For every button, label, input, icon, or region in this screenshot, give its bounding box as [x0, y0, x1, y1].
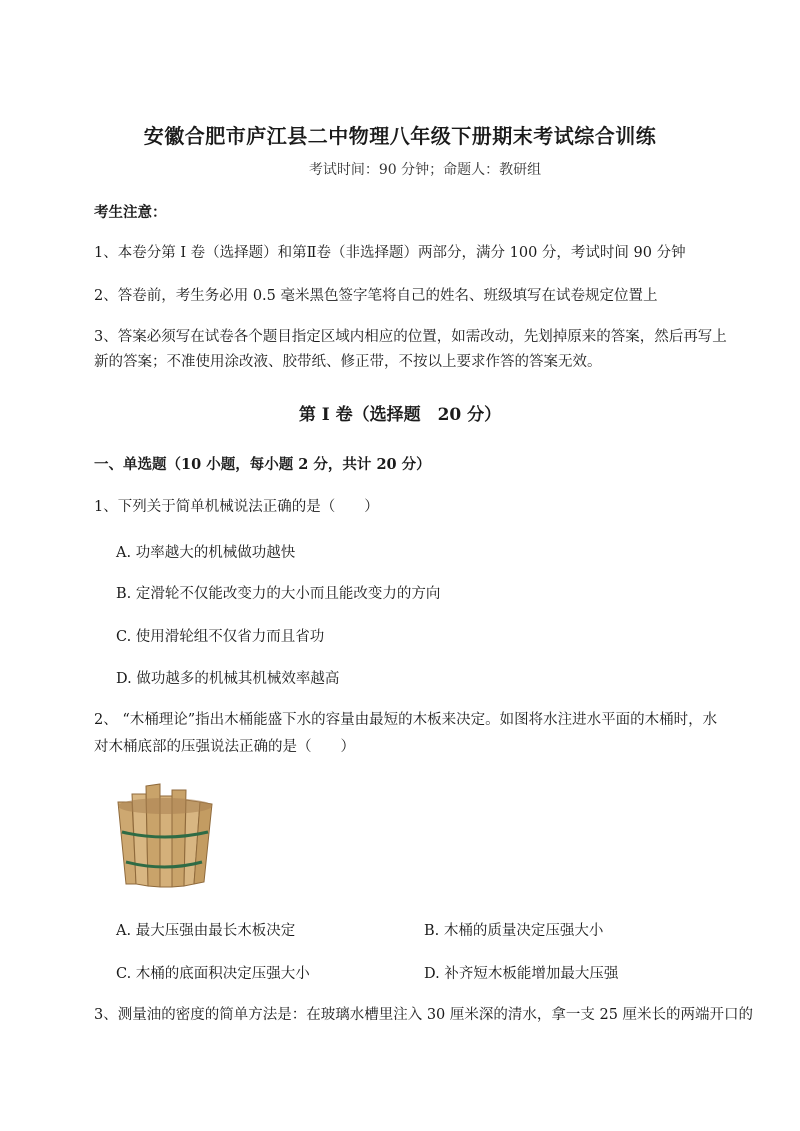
notice-item-1: 1、本卷分第 I 卷（选择题）和第Ⅱ卷（非选择题）两部分，满分 100 分，考试时间 90 分钟 [94, 245, 686, 261]
page-title: 安徽合肥市庐江县二中物理八年级下册期末考试综合训练 [143, 124, 657, 148]
question-1-stem: 1、下列关于简单机械说法正确的是（ ） [94, 499, 379, 515]
question-2-option-c[interactable]: C. 木桶的底面积决定压强大小 [116, 966, 310, 982]
question-1-option-b[interactable]: B. 定滑轮不仅能改变力的大小而且能改变力的方向 [116, 586, 441, 602]
question-1-option-a[interactable]: A. 功率越大的机械做功越快 [116, 545, 296, 561]
notice-item-3: 3、答案必须写在试卷各个题目指定区域内相应的位置，如需改动，先划掉原来的答案，然后再写上新的答案；不准使用涂改液、胶带纸、修正带，不按以上要求作答的答案无效。 [94, 329, 727, 370]
question-2-stem-line1: 2、 “木桶理论”指出木桶能盛下水的容量由最短的木板来决定。如图将水注进水平面的木桶时，水 [94, 712, 718, 728]
question-2-option-d[interactable]: D. 补齐短木板能增加最大压强 [424, 966, 619, 982]
exam-info: 考试时间：90 分钟；命题人：教研组 [308, 162, 542, 178]
notice-item-2: 2、答卷前，考生务必用 0.5 毫米黑色签字笔将自己的姓名、班级填写在试卷规定位置上 [94, 288, 658, 304]
part-heading: 一、单选题（10 小题，每小题 2 分，共计 20 分） [94, 456, 431, 473]
question-2-option-b[interactable]: B. 木桶的质量决定压强大小 [424, 923, 604, 939]
question-2-stem-line2: 对木桶底部的压强说法正确的是（ ） [94, 739, 355, 755]
question-2-option-a[interactable]: A. 最大压强由最长木板决定 [116, 923, 296, 939]
question-1-option-c[interactable]: C. 使用滑轮组不仅省力而且省功 [116, 629, 325, 645]
notice-heading: 考生注意： [94, 204, 167, 221]
section-title: 第 I 卷（选择题 20 分） [298, 405, 502, 425]
wooden-bucket-image [112, 780, 218, 890]
question-1-option-d[interactable]: D. 做功越多的机械其机械效率越高 [116, 671, 340, 687]
question-3-stem: 3、测量油的密度的简单方法是：在玻璃水槽里注入 30 厘米深的清水，拿一支 25 厘米长的两端开口的 [94, 1007, 754, 1023]
